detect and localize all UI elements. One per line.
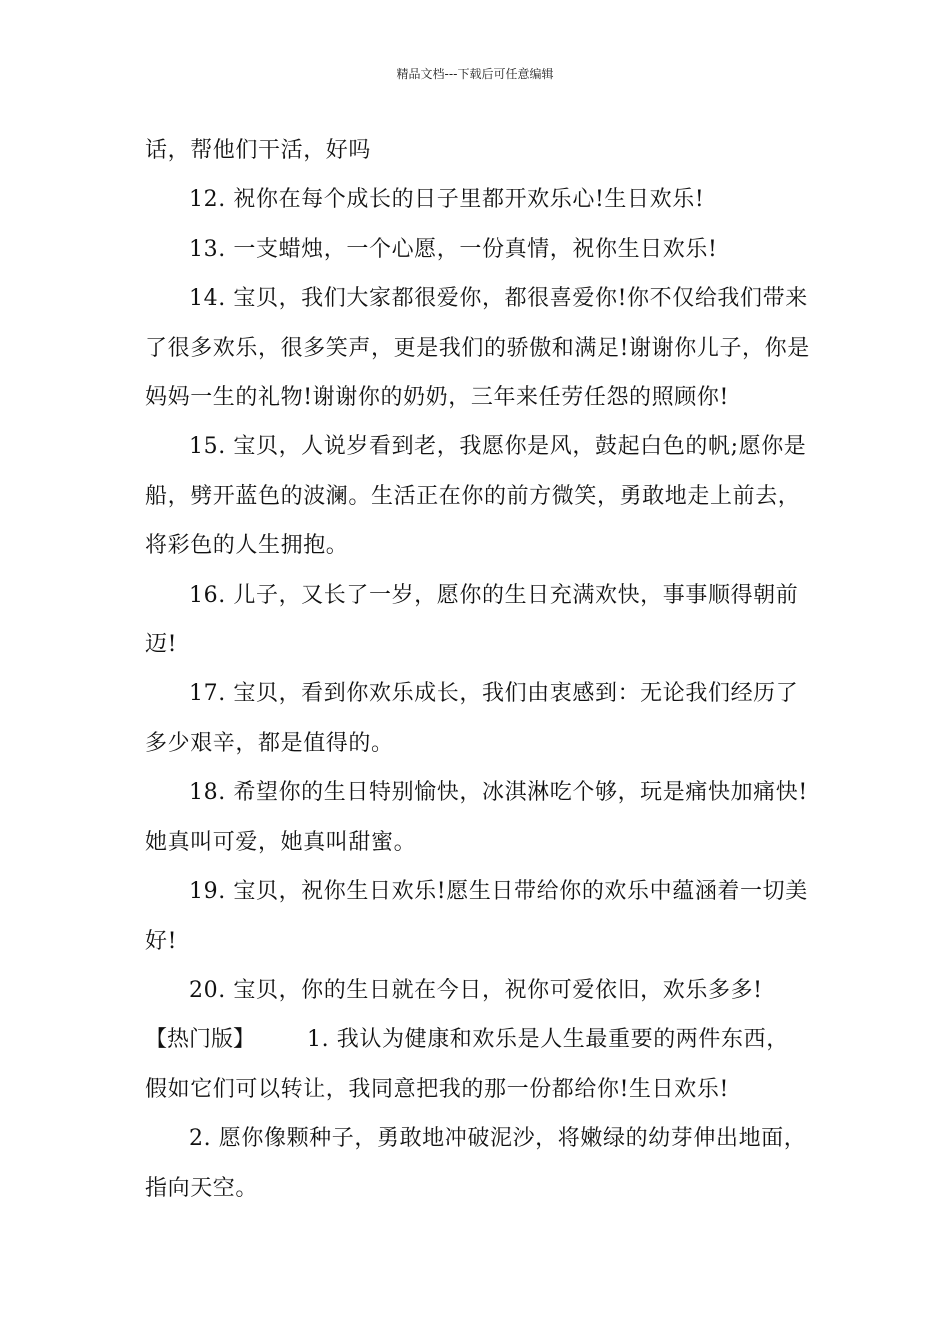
paragraph-hot-item-2: 2. 愿你像颗种子，勇敢地冲破泥沙，将嫩绿的幼芽伸出地面，指向天空。: [145, 1126, 807, 1201]
paragraph-item-19: 19. 宝贝，祝你生日欢乐!愿生日带给你的欢乐中蕴涵着一切美好!: [145, 879, 808, 954]
document-body: [145, 126, 810, 1213]
page-header: 精品文档---下载后可任意编辑: [396, 67, 554, 81]
paragraph-item-20: 20. 宝贝，你的生日就在今日，祝你可爱依旧，欢乐多多!: [189, 977, 763, 1003]
paragraph-item-18: 18. 希望你的生日特别愉快，冰淇淋吃个够，玩是痛快加痛快!她真叫可爱，她真叫甜蜜。: [145, 780, 808, 855]
paragraph-continuation: 话，帮他们干活，好吗: [145, 138, 372, 163]
paragraph-item-16: 16. 儿子，又长了一岁，愿你的生日充满欢快，事事顺得朝前迈!: [145, 582, 799, 658]
paragraph-item-15: 15. 宝贝，人说岁看到老，我愿你是风，鼓起白色的帆;愿你是船，劈开蓝色的波澜。生活正在你的前方微笑，勇敢地走上前去，将彩色的人生拥抱。: [145, 434, 807, 559]
paragraph-item-12: 12. 祝你在每个成长的日子里都开欢乐心!生日欢乐!: [189, 187, 705, 213]
hot-section-paragraph: [145, 1015, 810, 1114]
paragraph-item-17: 17. 宝贝，看到你欢乐成长，我们由衷感到：无论我们经历了多少艰辛，都是值得的。: [145, 681, 799, 756]
hot-section-item-1: 1. 我认为健康和欢乐是人生最重要的两件东西，假如它们可以转让，我同意把我的那一份都给你!生日欢乐!: [145, 1027, 789, 1102]
paragraph-item-14: 14. 宝贝，我们大家都很爱你，都很喜爱你!你不仅给我们带来了很多欢乐，很多笑声，更是我们的骄傲和满足!谢谢你儿子，你是妈妈一生的礼物!谢谢你的奶奶，三年来任劳任怨的照顾你!: [145, 286, 810, 411]
paragraph-item-13: 13. 一支蜡烛，一个心愿，一份真情，祝你生日欢乐!: [189, 236, 718, 262]
hot-section-label: 【热门版】: [145, 1027, 256, 1053]
